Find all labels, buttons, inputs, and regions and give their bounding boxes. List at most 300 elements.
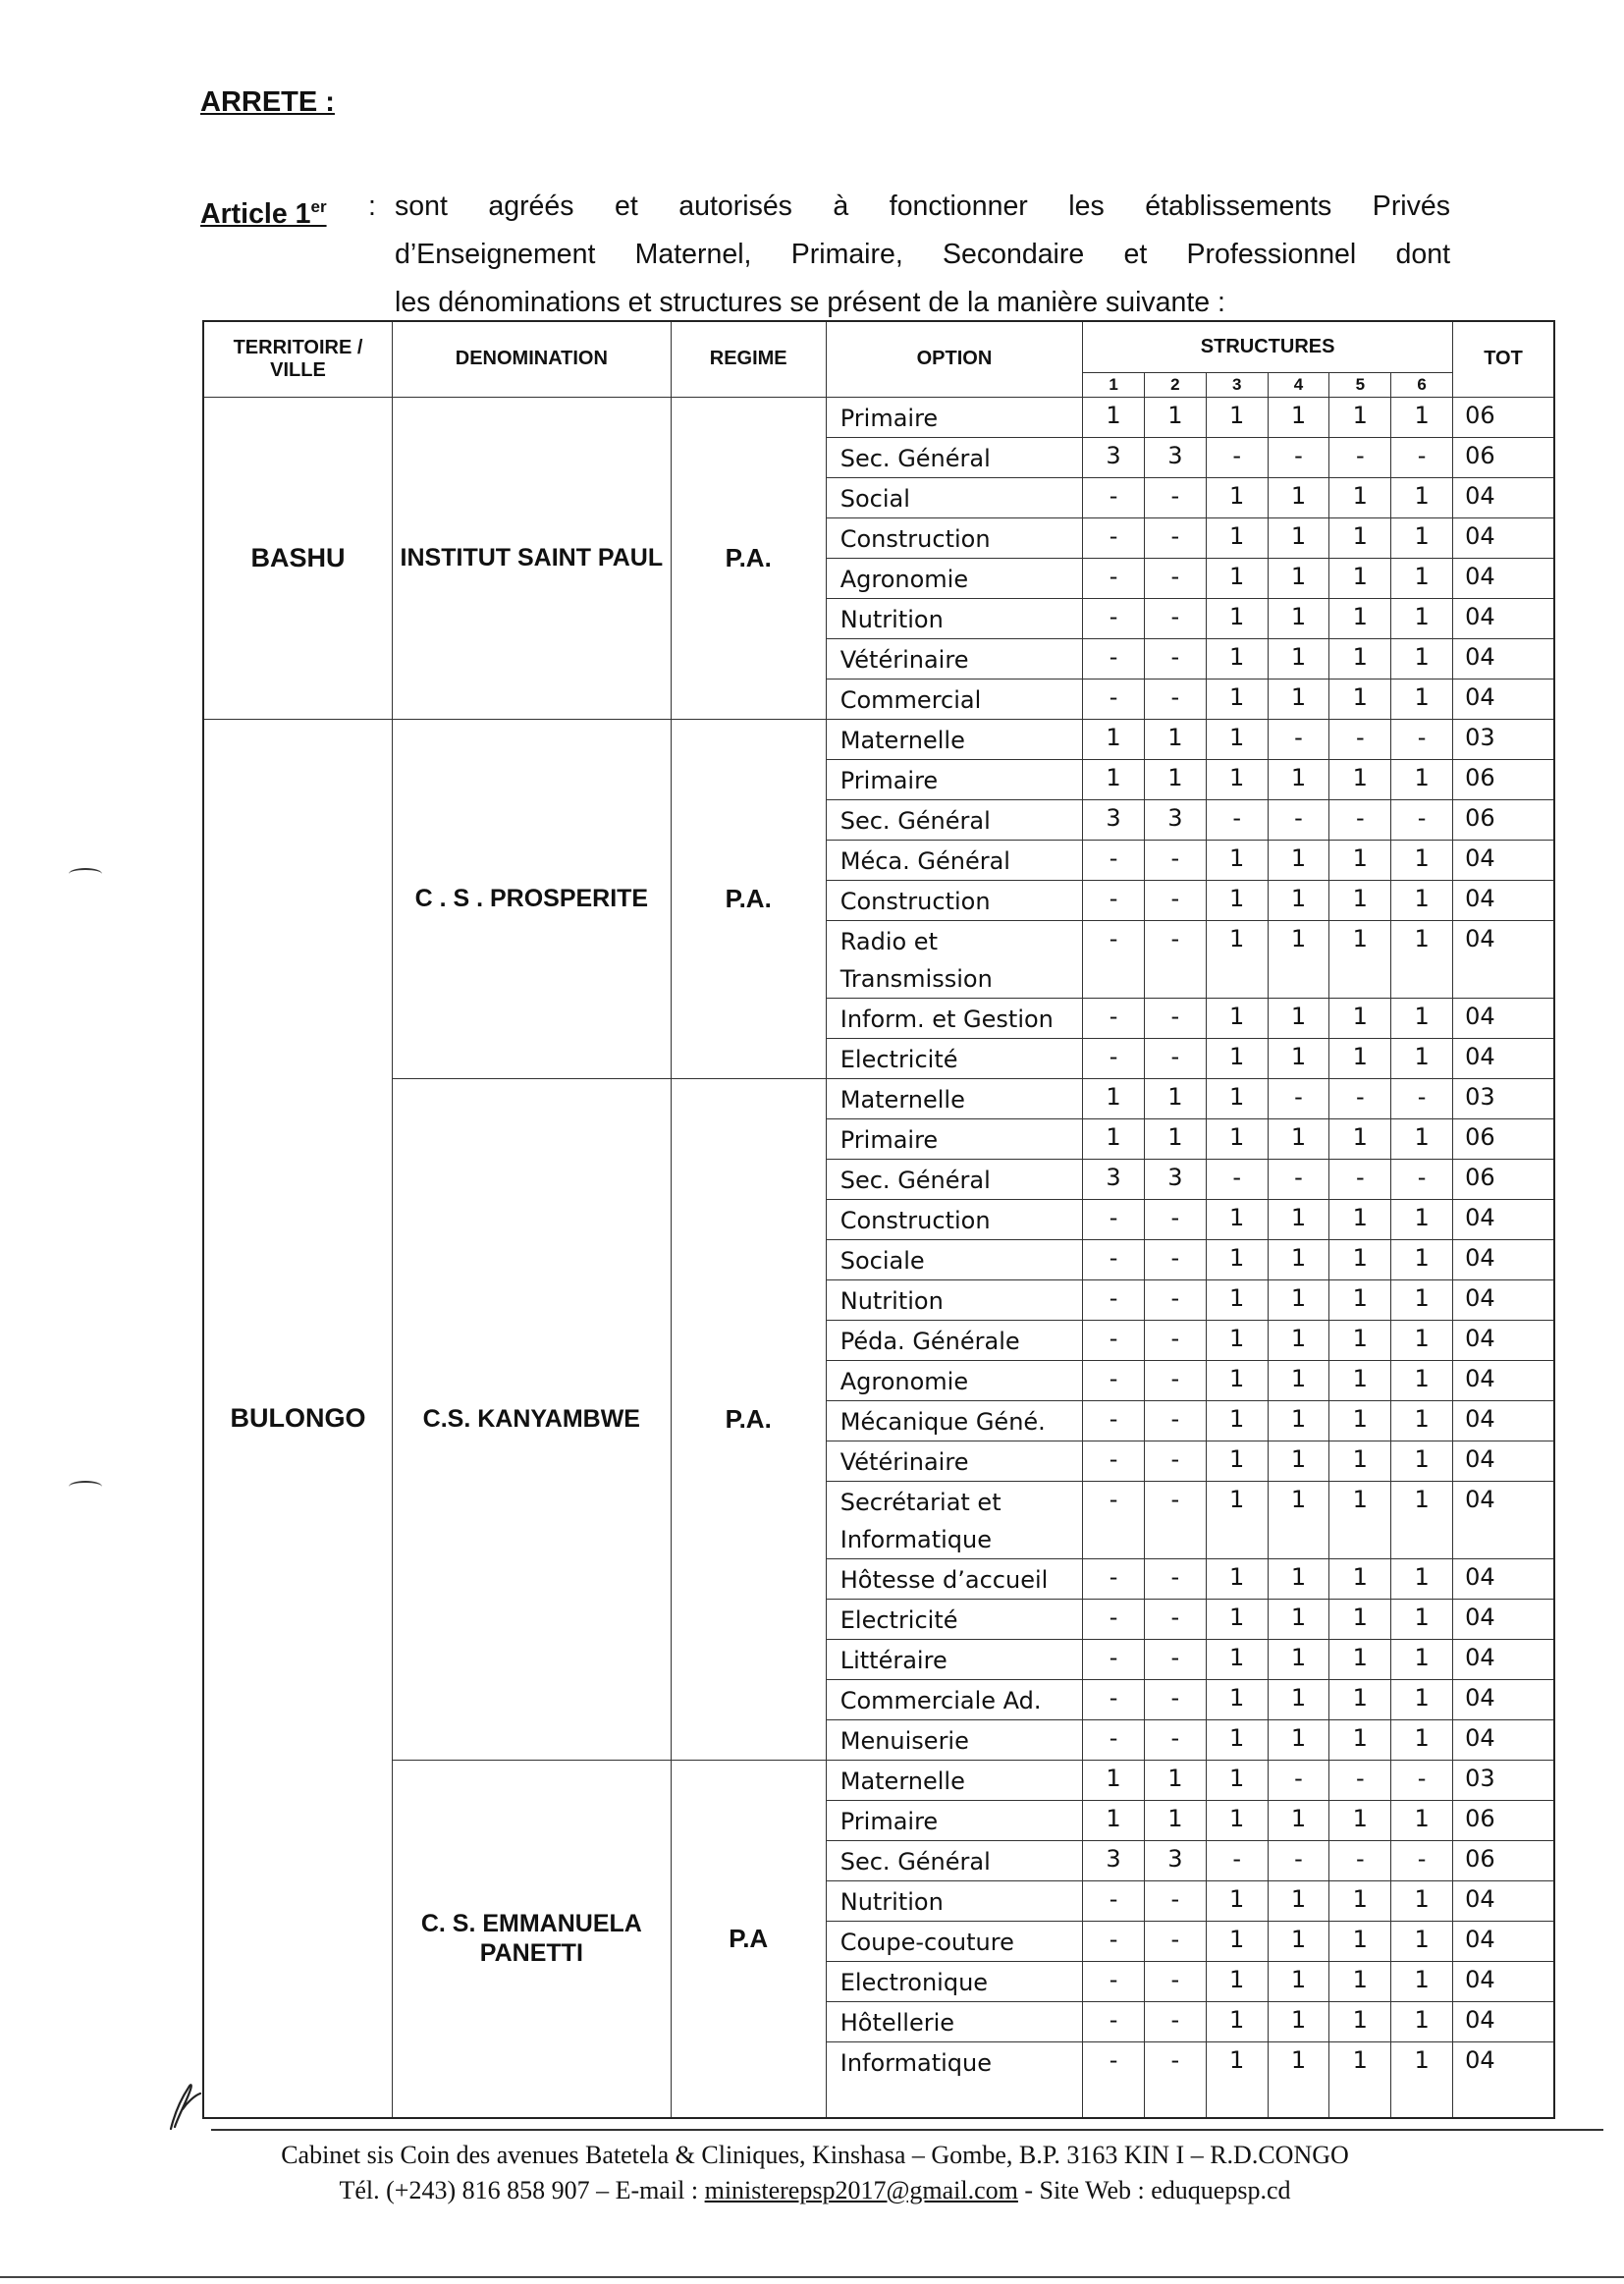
total-cell: 04 xyxy=(1453,598,1554,638)
structure-level-cell: 3 xyxy=(1144,437,1206,477)
structure-level-cell: - xyxy=(1144,998,1206,1038)
structure-level-cell: - xyxy=(1144,920,1206,998)
total-cell: 04 xyxy=(1453,1961,1554,2001)
structure-level-cell: - xyxy=(1144,598,1206,638)
structure-level-cell: - xyxy=(1144,880,1206,920)
total-cell: 04 xyxy=(1453,1441,1554,1481)
header-tot: TOT xyxy=(1453,321,1554,397)
total-cell: 04 xyxy=(1453,1038,1554,1078)
option-cell: Méca. Général xyxy=(826,840,1082,880)
option-cell: Construction xyxy=(826,1199,1082,1239)
structure-level-cell: 1 xyxy=(1083,397,1145,437)
structure-level-cell: - xyxy=(1144,1679,1206,1719)
structure-level-cell: - xyxy=(1268,1078,1329,1118)
structure-level-cell: 1 xyxy=(1329,1800,1391,1840)
structure-level-cell: 1 xyxy=(1206,1441,1268,1481)
school-name-cell: C. S. EMMANUELA PANETTI xyxy=(393,1760,672,2118)
structure-level-cell: 1 xyxy=(1329,1719,1391,1760)
structure-level-cell: - xyxy=(1268,437,1329,477)
total-cell: 06 xyxy=(1453,437,1554,477)
option-cell: Primaire xyxy=(826,759,1082,799)
schools-structures-table xyxy=(202,320,1555,2119)
option-cell: Commerciale Ad. xyxy=(826,1679,1082,1719)
footer-email[interactable]: ministerepsp2017@gmail.com xyxy=(704,2176,1018,2204)
total-cell: 06 xyxy=(1453,759,1554,799)
structure-level-cell: - xyxy=(1083,1360,1145,1400)
option-cell: Sociale xyxy=(826,1239,1082,1279)
structure-level-cell: 1 xyxy=(1268,1038,1329,1078)
structure-level-cell: 1 xyxy=(1268,1320,1329,1360)
structure-level-cell: - xyxy=(1083,517,1145,558)
structure-level-cell: 1 xyxy=(1206,517,1268,558)
structure-level-cell: 1 xyxy=(1391,1320,1453,1360)
structure-level-cell: 1 xyxy=(1268,1719,1329,1760)
structure-level-cell: - xyxy=(1083,1639,1145,1679)
article-colon: : xyxy=(368,190,376,222)
option-cell: Inform. et Gestion xyxy=(826,998,1082,1038)
option-cell: Primaire xyxy=(826,1800,1082,1840)
total-cell: 04 xyxy=(1453,1599,1554,1639)
regime-cell: P.A. xyxy=(671,1078,826,1760)
structure-level-cell: 1 xyxy=(1329,1441,1391,1481)
regime-cell: P.A. xyxy=(671,397,826,719)
structure-level-cell: - xyxy=(1144,1360,1206,1400)
school-name-cell: C . S . PROSPERITE xyxy=(393,719,672,1078)
total-cell: 03 xyxy=(1453,1078,1554,1118)
structure-level-cell: - xyxy=(1144,679,1206,719)
structure-level-cell: 1 xyxy=(1329,1279,1391,1320)
option-cell: Sec. Général xyxy=(826,1840,1082,1880)
option-cell: Agronomie xyxy=(826,1360,1082,1400)
structure-level-cell: - xyxy=(1268,719,1329,759)
structure-level-cell: - xyxy=(1083,477,1145,517)
option-cell: Social xyxy=(826,477,1082,517)
total-cell: 04 xyxy=(1453,517,1554,558)
option-cell: Construction xyxy=(826,880,1082,920)
structure-level-cell: 1 xyxy=(1206,1320,1268,1360)
structure-level-cell: 3 xyxy=(1083,1840,1145,1880)
structure-level-cell: 1 xyxy=(1206,2001,1268,2041)
structure-level-cell: 1 xyxy=(1391,2001,1453,2041)
structure-level-cell: 1 xyxy=(1391,1599,1453,1639)
structure-level-cell: - xyxy=(1083,840,1145,880)
structure-level-cell: 1 xyxy=(1268,1118,1329,1159)
total-cell: 04 xyxy=(1453,1279,1554,1320)
structure-level-cell: - xyxy=(1144,638,1206,679)
structure-level-cell: - xyxy=(1144,1921,1206,1961)
structure-level-cell: 1 xyxy=(1391,477,1453,517)
structure-level-cell: 3 xyxy=(1144,1159,1206,1199)
structure-level-cell: 1 xyxy=(1268,1800,1329,1840)
option-cell: Sec. Général xyxy=(826,437,1082,477)
regime-cell: P.A. xyxy=(671,719,826,1078)
option-cell: Coupe-couture xyxy=(826,1921,1082,1961)
structure-level-cell: 1 xyxy=(1329,1239,1391,1279)
structure-level-cell: 1 xyxy=(1329,1320,1391,1360)
structure-level-cell: - xyxy=(1144,1279,1206,1320)
structure-level-cell: 1 xyxy=(1144,719,1206,759)
structure-level-cell: - xyxy=(1329,719,1391,759)
structure-level-cell: - xyxy=(1391,1159,1453,1199)
structure-level-cell: 1 xyxy=(1206,1599,1268,1639)
structure-level-cell: 1 xyxy=(1391,558,1453,598)
total-cell: 04 xyxy=(1453,920,1554,998)
page-bottom-rule xyxy=(0,2276,1624,2278)
structure-level-cell: 1 xyxy=(1206,679,1268,719)
structure-level-cell: 1 xyxy=(1329,1880,1391,1921)
structure-level-cell: - xyxy=(1083,1558,1145,1599)
table-row xyxy=(203,719,1554,759)
structure-level-cell: 1 xyxy=(1391,397,1453,437)
header-level: 5 xyxy=(1329,372,1391,397)
header-level: 6 xyxy=(1391,372,1453,397)
structure-level-cell: - xyxy=(1083,2041,1145,2118)
structure-level-cell: 1 xyxy=(1329,2001,1391,2041)
structure-level-cell: - xyxy=(1206,437,1268,477)
structure-level-cell: 1 xyxy=(1391,1239,1453,1279)
option-cell: Menuiserie xyxy=(826,1719,1082,1760)
structure-level-cell: 1 xyxy=(1329,759,1391,799)
structure-level-cell: 1 xyxy=(1329,1961,1391,2001)
total-cell: 04 xyxy=(1453,477,1554,517)
structure-level-cell: - xyxy=(1329,437,1391,477)
structure-level-cell: 1 xyxy=(1206,1279,1268,1320)
structure-level-cell: 1 xyxy=(1206,477,1268,517)
structure-level-cell: 1 xyxy=(1329,517,1391,558)
structure-level-cell: 1 xyxy=(1268,1639,1329,1679)
structure-level-cell: - xyxy=(1144,558,1206,598)
structure-level-cell: 1 xyxy=(1206,1038,1268,1078)
structure-level-cell: 1 xyxy=(1329,1038,1391,1078)
structure-level-cell: - xyxy=(1391,719,1453,759)
structure-level-cell: - xyxy=(1083,679,1145,719)
structure-level-cell: 1 xyxy=(1391,1038,1453,1078)
structure-level-cell: 1 xyxy=(1206,1360,1268,1400)
option-cell: Agronomie xyxy=(826,558,1082,598)
option-cell: Hôtellerie xyxy=(826,2001,1082,2041)
structure-level-cell: - xyxy=(1391,799,1453,840)
structure-level-cell: 1 xyxy=(1206,1639,1268,1679)
total-cell: 04 xyxy=(1453,1400,1554,1441)
structure-level-cell: 1 xyxy=(1268,1239,1329,1279)
table-row xyxy=(203,397,1554,437)
structure-level-cell: - xyxy=(1083,558,1145,598)
structure-level-cell: - xyxy=(1329,1760,1391,1800)
option-cell: Sec. Général xyxy=(826,799,1082,840)
structure-level-cell: 1 xyxy=(1391,1961,1453,2001)
structure-level-cell: 1 xyxy=(1144,1800,1206,1840)
structure-level-cell: 1 xyxy=(1144,1078,1206,1118)
structure-level-cell: 1 xyxy=(1206,2041,1268,2118)
footer-contact: Tél. (+243) 816 858 907 – E-mail : ministerepsp2017@gmail.com - Site Web : eduquepsp.cd xyxy=(339,2176,1291,2204)
total-cell: 04 xyxy=(1453,2001,1554,2041)
total-cell: 03 xyxy=(1453,719,1554,759)
structure-level-cell: 1 xyxy=(1329,477,1391,517)
structure-level-cell: 1 xyxy=(1268,1880,1329,1921)
structure-level-cell: 1 xyxy=(1206,920,1268,998)
structure-level-cell: 1 xyxy=(1206,998,1268,1038)
structure-level-cell: - xyxy=(1083,1441,1145,1481)
structure-level-cell: - xyxy=(1083,1880,1145,1921)
arrete-heading: ARRETE : xyxy=(200,86,335,118)
structure-level-cell: 1 xyxy=(1083,759,1145,799)
total-cell: 04 xyxy=(1453,1199,1554,1239)
structure-level-cell: 1 xyxy=(1268,638,1329,679)
structure-level-cell: - xyxy=(1268,799,1329,840)
structure-level-cell: 1 xyxy=(1391,1719,1453,1760)
structure-level-cell: 1 xyxy=(1083,1118,1145,1159)
structure-level-cell: - xyxy=(1144,1441,1206,1481)
structure-level-cell: 1 xyxy=(1391,517,1453,558)
structure-level-cell: - xyxy=(1144,517,1206,558)
option-cell: Electronique xyxy=(826,1961,1082,2001)
option-cell: Nutrition xyxy=(826,1880,1082,1921)
option-cell: Maternelle xyxy=(826,1760,1082,1800)
structure-level-cell: 1 xyxy=(1268,679,1329,719)
structure-level-cell: 1 xyxy=(1391,1800,1453,1840)
structure-level-cell: 1 xyxy=(1268,1599,1329,1639)
structure-level-cell: 1 xyxy=(1329,998,1391,1038)
option-cell: Radio et Transmission xyxy=(826,920,1082,998)
option-cell: Nutrition xyxy=(826,598,1082,638)
structure-level-cell: 1 xyxy=(1206,638,1268,679)
structure-level-cell: 1 xyxy=(1206,1558,1268,1599)
structure-level-cell: - xyxy=(1083,598,1145,638)
structure-level-cell: 1 xyxy=(1329,397,1391,437)
structure-level-cell: 1 xyxy=(1329,1199,1391,1239)
structure-level-cell: - xyxy=(1391,1840,1453,1880)
article-line: les dénominations et structures se présent de la manière suivante : xyxy=(395,287,1225,318)
structure-level-cell: 1 xyxy=(1268,759,1329,799)
structure-level-cell: - xyxy=(1329,1078,1391,1118)
option-cell: Maternelle xyxy=(826,1078,1082,1118)
structure-level-cell: - xyxy=(1083,1279,1145,1320)
structure-level-cell: 1 xyxy=(1329,880,1391,920)
territory-cell: BULONGO xyxy=(203,719,393,2118)
structure-level-cell: 1 xyxy=(1083,1800,1145,1840)
structure-level-cell: 1 xyxy=(1206,1880,1268,1921)
structure-level-cell: - xyxy=(1083,1038,1145,1078)
structure-level-cell: - xyxy=(1083,1719,1145,1760)
structure-level-cell: 1 xyxy=(1206,558,1268,598)
structure-level-cell: 1 xyxy=(1268,2041,1329,2118)
structure-level-cell: 1 xyxy=(1144,1118,1206,1159)
header-level: 3 xyxy=(1206,372,1268,397)
header-territoire: TERRITOIRE / VILLE xyxy=(203,321,393,397)
structure-level-cell: 1 xyxy=(1206,1961,1268,2001)
structure-level-cell: - xyxy=(1144,840,1206,880)
structure-level-cell: 1 xyxy=(1206,759,1268,799)
structure-level-cell: 1 xyxy=(1391,920,1453,998)
structure-level-cell: - xyxy=(1329,1840,1391,1880)
structure-level-cell: 1 xyxy=(1268,477,1329,517)
option-cell: Mécanique Géné. xyxy=(826,1400,1082,1441)
option-cell: Construction xyxy=(826,517,1082,558)
structure-level-cell: 1 xyxy=(1206,598,1268,638)
territory-cell: BASHU xyxy=(203,397,393,719)
structure-level-cell: - xyxy=(1206,799,1268,840)
structure-level-cell: - xyxy=(1144,2041,1206,2118)
structure-level-cell: 1 xyxy=(1206,719,1268,759)
total-cell: 06 xyxy=(1453,1118,1554,1159)
structure-level-cell: 1 xyxy=(1144,397,1206,437)
total-cell: 04 xyxy=(1453,1360,1554,1400)
regime-cell: P.A xyxy=(671,1760,826,2118)
structure-level-cell: 1 xyxy=(1391,2041,1453,2118)
total-cell: 04 xyxy=(1453,998,1554,1038)
total-cell: 06 xyxy=(1453,1840,1554,1880)
total-cell: 06 xyxy=(1453,397,1554,437)
structure-level-cell: 1 xyxy=(1329,638,1391,679)
structure-level-cell: 1 xyxy=(1391,759,1453,799)
table-row xyxy=(203,1078,1554,1118)
structure-level-cell: - xyxy=(1144,1599,1206,1639)
total-cell: 06 xyxy=(1453,1159,1554,1199)
structure-level-cell: 3 xyxy=(1083,799,1145,840)
total-cell: 04 xyxy=(1453,679,1554,719)
structure-level-cell: - xyxy=(1083,2001,1145,2041)
option-cell: Informatique xyxy=(826,2041,1082,2118)
article-line: sont agréés et autorisés à fonctionner les établissements Privés xyxy=(395,190,1450,222)
structure-level-cell: 1 xyxy=(1268,880,1329,920)
option-cell: Hôtesse d’accueil xyxy=(826,1558,1082,1599)
structure-level-cell: 1 xyxy=(1206,1078,1268,1118)
structure-level-cell: 1 xyxy=(1083,719,1145,759)
structure-level-cell: 1 xyxy=(1206,1719,1268,1760)
structure-level-cell: 3 xyxy=(1144,1840,1206,1880)
structure-level-cell: - xyxy=(1144,1639,1206,1679)
structure-level-cell: 1 xyxy=(1268,1441,1329,1481)
table-body xyxy=(203,397,1554,2118)
structure-level-cell: 1 xyxy=(1391,1400,1453,1441)
structure-level-cell: 1 xyxy=(1206,840,1268,880)
structure-level-cell: - xyxy=(1144,1400,1206,1441)
structure-level-cell: 1 xyxy=(1206,1921,1268,1961)
option-cell: Littéraire xyxy=(826,1639,1082,1679)
structure-level-cell: - xyxy=(1144,1239,1206,1279)
structure-level-cell: - xyxy=(1083,638,1145,679)
structure-level-cell: 1 xyxy=(1391,1639,1453,1679)
structure-level-cell: - xyxy=(1329,1159,1391,1199)
structure-level-cell: - xyxy=(1083,1961,1145,2001)
total-cell: 04 xyxy=(1453,1880,1554,1921)
option-cell: Nutrition xyxy=(826,1279,1082,1320)
total-cell: 03 xyxy=(1453,1760,1554,1800)
header-denomination: DENOMINATION xyxy=(393,321,672,397)
structure-level-cell: 1 xyxy=(1391,679,1453,719)
header-option: OPTION xyxy=(826,321,1082,397)
option-cell: Electricité xyxy=(826,1038,1082,1078)
article-line: d’Enseignement Maternel, Primaire, Secondaire et Professionnel dont xyxy=(395,239,1450,270)
structure-level-cell: 1 xyxy=(1391,1880,1453,1921)
structure-level-cell: 1 xyxy=(1083,1078,1145,1118)
option-cell: Primaire xyxy=(826,1118,1082,1159)
footer-rule xyxy=(211,2129,1603,2131)
structure-level-cell: 1 xyxy=(1268,1360,1329,1400)
total-cell: 04 xyxy=(1453,1639,1554,1679)
structure-level-cell: - xyxy=(1083,1239,1145,1279)
option-cell: Vétérinaire xyxy=(826,638,1082,679)
structure-level-cell: - xyxy=(1144,1481,1206,1558)
structure-level-cell: 1 xyxy=(1391,840,1453,880)
structure-level-cell: - xyxy=(1083,1199,1145,1239)
structure-level-cell: - xyxy=(1083,1320,1145,1360)
structure-level-cell: 1 xyxy=(1329,840,1391,880)
header-level: 1 xyxy=(1083,372,1145,397)
structure-level-cell: 1 xyxy=(1268,598,1329,638)
option-cell: Maternelle xyxy=(826,719,1082,759)
structure-level-cell: 1 xyxy=(1268,1558,1329,1599)
structure-level-cell: 1 xyxy=(1391,1481,1453,1558)
structure-level-cell: - xyxy=(1144,1880,1206,1921)
structure-level-cell: 1 xyxy=(1391,880,1453,920)
structure-level-cell: - xyxy=(1083,1599,1145,1639)
option-cell: Electricité xyxy=(826,1599,1082,1639)
structure-level-cell: 1 xyxy=(1329,1558,1391,1599)
structure-level-cell: - xyxy=(1206,1840,1268,1880)
total-cell: 04 xyxy=(1453,1481,1554,1558)
structure-level-cell: 1 xyxy=(1206,1800,1268,1840)
structure-level-cell: 1 xyxy=(1268,840,1329,880)
total-cell: 06 xyxy=(1453,1800,1554,1840)
footer-address: Cabinet sis Coin des avenues Batetela & Cliniques, Kinshasa – Gombe, B.P. 3163 KIN I – R.D.CONGO xyxy=(281,2141,1349,2169)
header-level: 4 xyxy=(1268,372,1329,397)
structure-level-cell: 1 xyxy=(1268,558,1329,598)
structure-level-cell: 1 xyxy=(1268,2001,1329,2041)
structure-level-cell: - xyxy=(1144,1719,1206,1760)
structure-level-cell: 1 xyxy=(1268,397,1329,437)
total-cell: 04 xyxy=(1453,880,1554,920)
structure-level-cell: - xyxy=(1144,1038,1206,1078)
structure-level-cell: 1 xyxy=(1391,1558,1453,1599)
option-cell: Vétérinaire xyxy=(826,1441,1082,1481)
structure-level-cell: 1 xyxy=(1206,1118,1268,1159)
structure-level-cell: 1 xyxy=(1206,1481,1268,1558)
total-cell: 04 xyxy=(1453,1921,1554,1961)
structure-level-cell: 1 xyxy=(1144,759,1206,799)
structure-level-cell: 1 xyxy=(1268,1481,1329,1558)
structure-level-cell: - xyxy=(1391,1078,1453,1118)
structure-level-cell: 1 xyxy=(1329,558,1391,598)
handwritten-signature xyxy=(165,2070,214,2133)
structure-level-cell: 1 xyxy=(1268,1961,1329,2001)
option-cell: Sec. Général xyxy=(826,1159,1082,1199)
structure-level-cell: 1 xyxy=(1268,998,1329,1038)
structure-level-cell: - xyxy=(1206,1159,1268,1199)
total-cell: 04 xyxy=(1453,1320,1554,1360)
header-regime: REGIME xyxy=(671,321,826,397)
margin-mark xyxy=(69,1481,102,1493)
structure-level-cell: 1 xyxy=(1268,1400,1329,1441)
option-cell: Péda. Générale xyxy=(826,1320,1082,1360)
structure-level-cell: - xyxy=(1144,2001,1206,2041)
structure-level-cell: - xyxy=(1083,998,1145,1038)
structure-level-cell: 1 xyxy=(1391,1199,1453,1239)
structure-level-cell: 1 xyxy=(1268,517,1329,558)
structure-level-cell: 1 xyxy=(1391,638,1453,679)
structure-level-cell: 1 xyxy=(1329,679,1391,719)
structure-level-cell: - xyxy=(1391,1760,1453,1800)
total-cell: 04 xyxy=(1453,2041,1554,2118)
option-cell: Secrétariat et Informatique xyxy=(826,1481,1082,1558)
option-cell: Primaire xyxy=(826,397,1082,437)
option-cell: Commercial xyxy=(826,679,1082,719)
structure-level-cell: 1 xyxy=(1329,2041,1391,2118)
school-name-cell: C.S. KANYAMBWE xyxy=(393,1078,672,1760)
total-cell: 04 xyxy=(1453,840,1554,880)
structure-level-cell: 1 xyxy=(1329,1599,1391,1639)
total-cell: 04 xyxy=(1453,558,1554,598)
